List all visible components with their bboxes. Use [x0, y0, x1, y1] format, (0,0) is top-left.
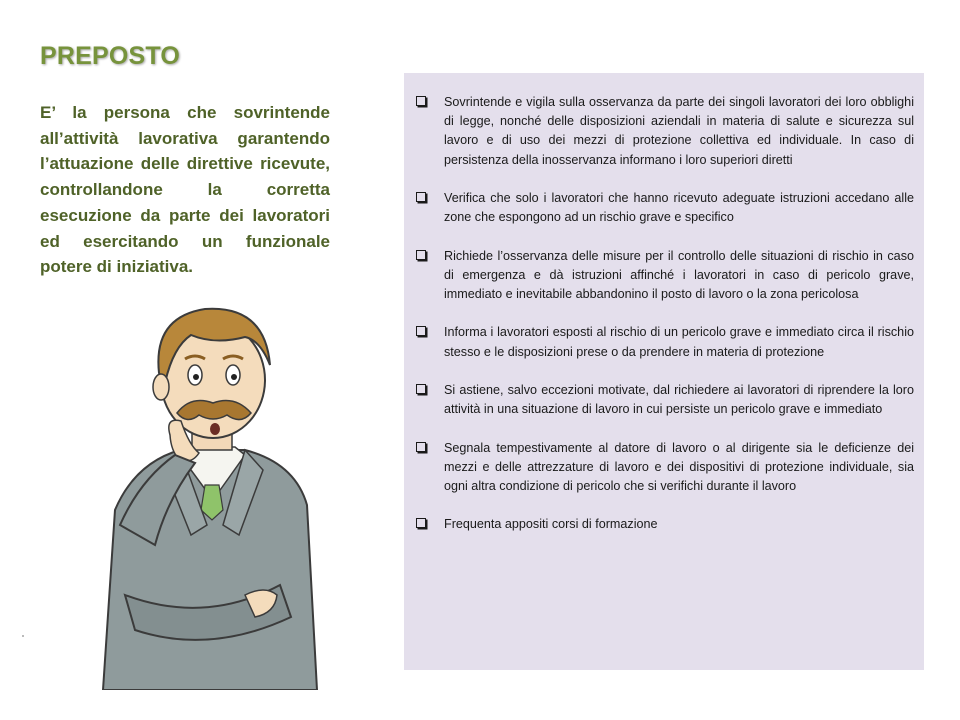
checkbox-icon — [416, 250, 426, 260]
checkbox-icon — [416, 384, 426, 394]
stray-dot — [22, 635, 24, 637]
checkbox-icon — [416, 96, 426, 106]
duties-list — [414, 93, 914, 535]
duty-text: Informa i lavoratori esposti al rischio di un pericolo grave e immediato circa il rischio stesso e le disposizioni prese o da prendere in materia di protezione — [444, 325, 914, 359]
moustache — [177, 401, 251, 420]
list-item — [414, 515, 914, 534]
checkbox-icon — [416, 518, 426, 528]
duty-text: Richiede l’osservanza delle misure per il controllo delle situazioni di rischio in caso di emergenza e dà istruzioni affinché i lavoratori in caso di pericolo grave, immediato e inevitabile abbandonino il posto di lavoro o la zona pericolosa — [444, 248, 914, 301]
list-item — [414, 189, 914, 227]
list-item — [414, 439, 914, 497]
list-item — [414, 93, 914, 170]
duty-text: Segnala tempestivamente al datore di lavoro o al dirigente sia le deficienze dei mezzi e delle attrezzature di lavoro e dei dispositivi di protezione individuale, sia ogni altra condizione di pericolo che si verifichi durante il lavoro — [444, 440, 914, 493]
checkbox-icon — [416, 192, 426, 202]
thinking-man-illustration — [95, 295, 325, 690]
duties-panel — [404, 73, 924, 670]
page-title: PREPOSTO — [40, 42, 181, 70]
list-item — [414, 247, 914, 305]
checkbox-icon — [416, 442, 426, 452]
duty-text: Si astiene, salvo eccezioni motivate, dal richiedere ai lavoratori di riprendere la loro attività in una situazione di lavoro in cui persiste un pericolo grave e immediato — [444, 382, 914, 417]
list-item — [414, 381, 914, 419]
role-description: E’ la persona che sovrintende all’attività lavorativa garantendo l’attuazione delle direttive ricevute, controllandone la corretta esecuzione da parte dei lavoratori ed esercitando un funzionale potere di iniziativa. — [40, 103, 330, 277]
duty-text: Verifica che solo i lavoratori che hanno ricevuto adeguate istruzioni accedano alle zone che espongono ad un rischio grave e specifico — [444, 191, 914, 225]
duty-text: Frequenta appositi corsi di formazione — [444, 517, 658, 532]
checkbox-icon — [416, 326, 426, 336]
duty-text: Sovrintende e vigila sulla osservanza da parte dei singoli lavoratori dei loro obblighi di legge, nonché delle disposizioni aziendali in materia di salute e sicurezza sul lavoro e di uso dei mezzi di protezione collettiva ed individuale. In caso di persistenza della inosservanza informano i loro superiori diretti — [444, 95, 914, 167]
list-item — [414, 323, 914, 361]
